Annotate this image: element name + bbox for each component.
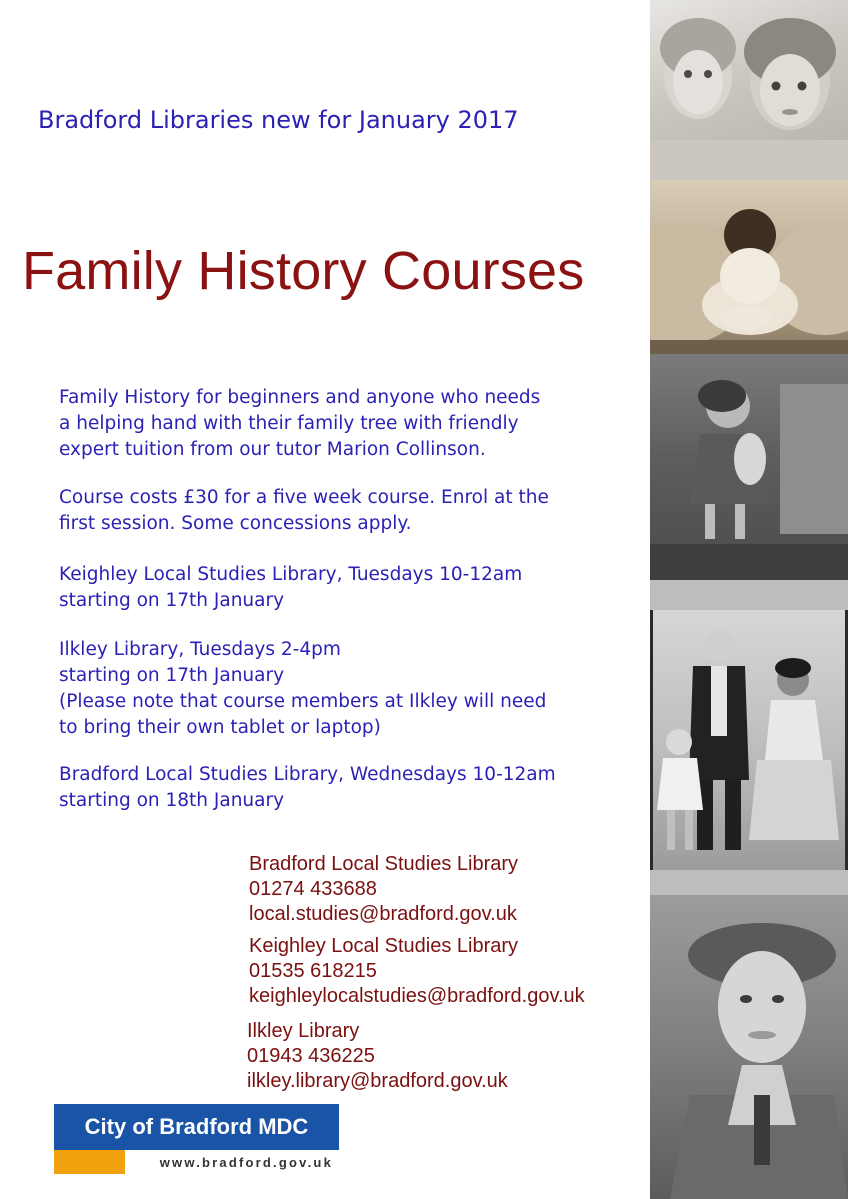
course-line: Ilkley Library, Tuesdays 2-4pm bbox=[59, 639, 341, 660]
keighley-course-info bbox=[59, 562, 639, 614]
photo-family-portrait bbox=[650, 610, 848, 870]
cost-line: first session. Some concessions apply. bbox=[59, 513, 412, 534]
ilkley-course-info bbox=[59, 637, 639, 741]
photo-man-in-cap bbox=[650, 895, 848, 1199]
bradford-council-logo bbox=[54, 1104, 339, 1174]
course-line: Keighley Local Studies Library, Tuesdays 10-12am bbox=[59, 564, 523, 585]
page-title: Family History Courses bbox=[22, 241, 585, 301]
contact-name: Bradford Local Studies Library bbox=[249, 853, 519, 875]
photo-strip bbox=[650, 0, 848, 1199]
contact-email[interactable]: keighleylocalstudies@bradford.gov.uk bbox=[249, 985, 585, 1007]
course-line: Bradford Local Studies Library, Wednesdays 10-12am bbox=[59, 764, 556, 785]
contact-bradford bbox=[249, 852, 518, 927]
photo-baby bbox=[650, 180, 848, 354]
contact-name: Keighley Local Studies Library bbox=[249, 935, 519, 957]
course-line: to bring their own tablet or laptop) bbox=[59, 717, 381, 738]
subtitle: Bradford Libraries new for January 2017 bbox=[38, 106, 519, 134]
intro-line: expert tuition from our tutor Marion Collinson. bbox=[59, 439, 486, 460]
contact-email[interactable]: local.studies@bradford.gov.uk bbox=[249, 903, 517, 925]
course-line: starting on 17th January bbox=[59, 590, 285, 611]
contact-phone: 01274 433688 bbox=[249, 878, 377, 900]
logo-name: City of Bradford MDC bbox=[54, 1104, 339, 1150]
contact-phone: 01535 618215 bbox=[249, 960, 377, 982]
course-line: starting on 18th January bbox=[59, 790, 285, 811]
intro-paragraph bbox=[59, 385, 639, 463]
logo-stripe bbox=[54, 1150, 339, 1174]
contact-ilkley bbox=[247, 1019, 508, 1094]
bradford-course-info bbox=[59, 762, 639, 814]
cost-paragraph bbox=[59, 485, 639, 537]
contact-name: Ilkley Library bbox=[247, 1020, 360, 1042]
contact-phone: 01943 436225 bbox=[247, 1045, 375, 1067]
photo-two-girls bbox=[650, 0, 848, 180]
photo-toddler-with-doll bbox=[650, 354, 848, 580]
logo-url: www.bradford.gov.uk bbox=[125, 1150, 339, 1174]
course-line: starting on 17th January bbox=[59, 665, 285, 686]
contact-email[interactable]: ilkley.library@bradford.gov.uk bbox=[247, 1070, 508, 1092]
course-line: (Please note that course members at Ilkley will need bbox=[59, 691, 547, 712]
contact-keighley bbox=[249, 934, 585, 1009]
intro-line: a helping hand with their family tree with friendly bbox=[59, 413, 519, 434]
cost-line: Course costs £30 for a five week course. Enrol at the bbox=[59, 487, 549, 508]
intro-line: Family History for beginners and anyone who needs bbox=[59, 387, 541, 408]
